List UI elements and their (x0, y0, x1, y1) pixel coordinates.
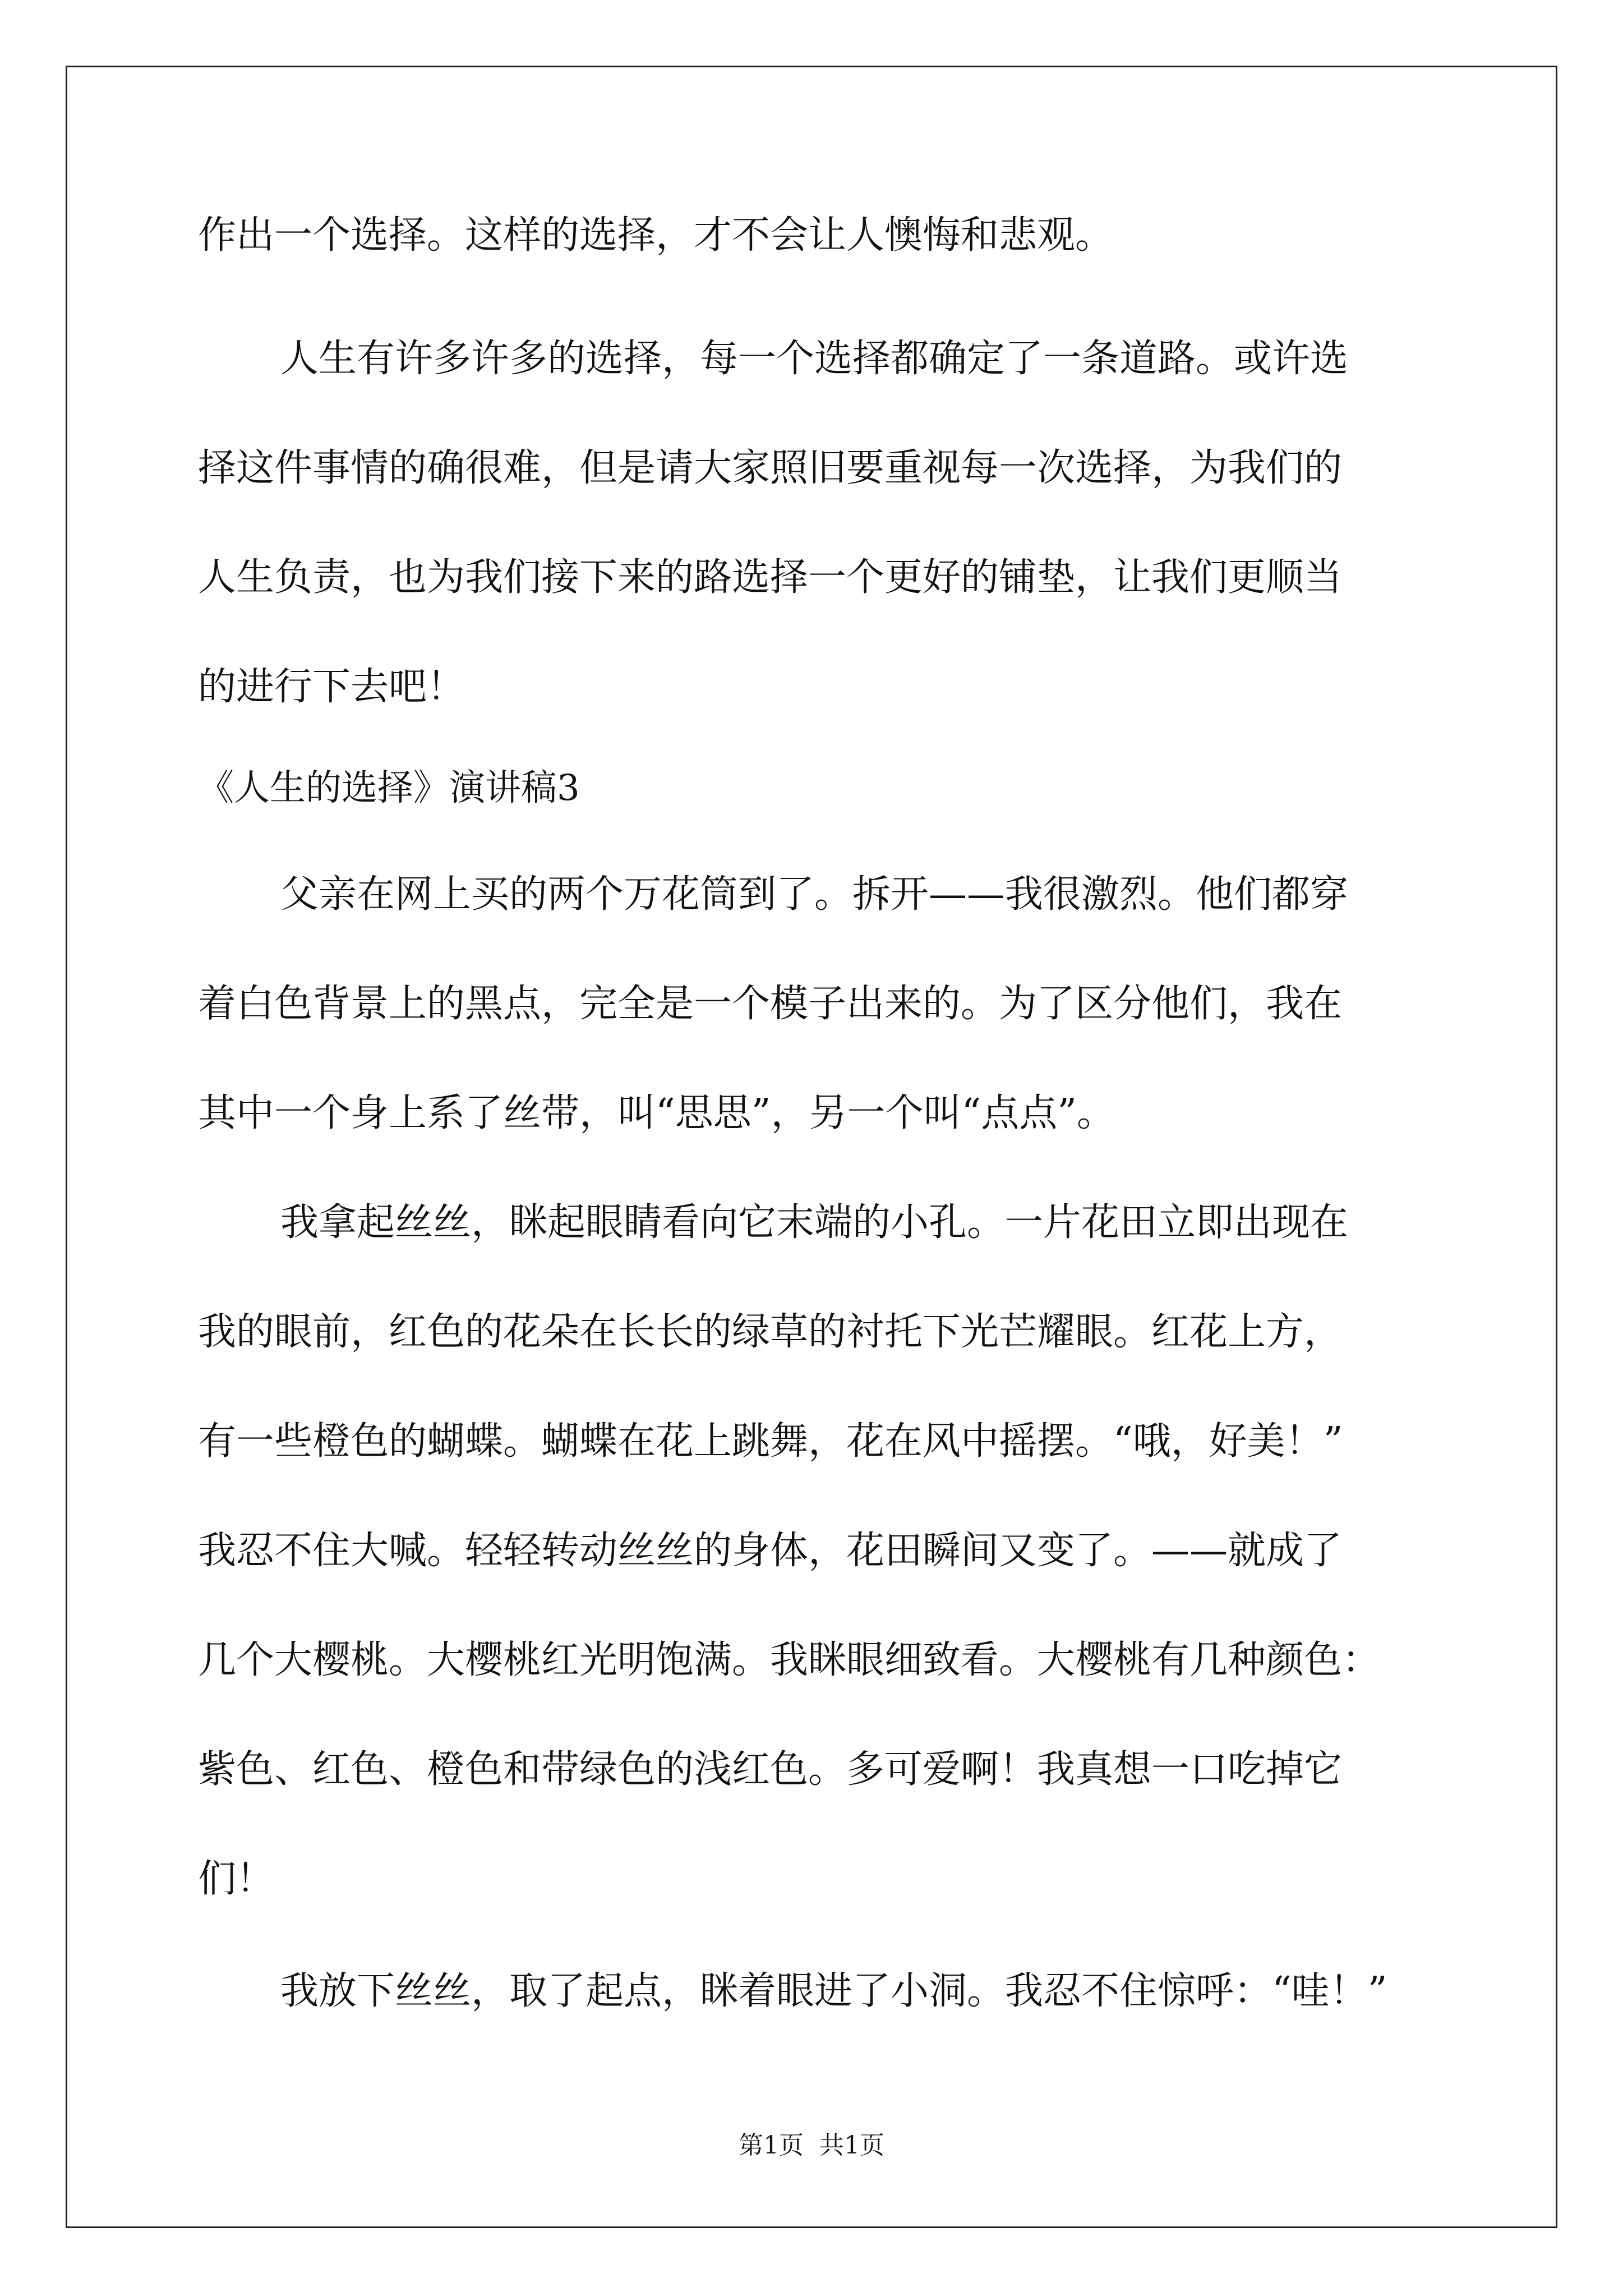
paragraph-line: 我忍不住大喊。轻轻转动丝丝的身体，花田瞬间又变了。——就成了 (198, 1529, 1343, 1573)
paragraph-line: 人生有许多许多的选择，每一个选择都确定了一条道路。或许选 (280, 337, 1349, 381)
paragraph-line: 父亲在网上买的两个万花筒到了。拆开——我很激烈。他们都穿 (280, 872, 1349, 917)
paragraph-line: 紫色、红色、橙色和带绿色的浅红色。多可爱啊！我真想一口吃掉它 (198, 1747, 1343, 1792)
page-number: 第1页 (739, 2131, 804, 2160)
paragraph-line: 我的眼前，红色的花朵在长长的绿草的衬托下光芒耀眼。红花上方， (198, 1310, 1343, 1354)
page-frame (66, 66, 1557, 2228)
page-total: 共1页 (819, 2131, 884, 2160)
paragraph-line: 作出一个选择。这样的选择，才不会让人懊悔和悲观。 (198, 213, 1114, 257)
paragraph-line: 人生负责，也为我们接下来的路选择一个更好的铺垫，让我们更顺当 (198, 555, 1343, 600)
paragraph-line: 几个大樱桃。大樱桃红光明饱满。我眯眼细致看。大樱桃有几种颜色： (198, 1638, 1381, 1682)
paragraph-line: 着白色背景上的黑点，完全是一个模子出来的。为了区分他们，我在 (198, 982, 1343, 1026)
paragraph-line: 我放下丝丝，取了起点，眯着眼进了小洞。我忍不住惊呼：“哇！” (280, 1969, 1387, 2013)
paragraph-line: 的进行下去吧！ (198, 665, 465, 709)
paragraph-line: 我拿起丝丝，眯起眼睛看向它末端的小孔。一片花田立即出现在 (280, 1200, 1349, 1245)
paragraph-line: 有一些橙色的蝴蝶。蝴蝶在花上跳舞，花在风中摇摆。“哦，好美！” (198, 1419, 1343, 1464)
section-heading: 《人生的选择》演讲稿3 (198, 767, 580, 809)
paragraph-line: 们！ (198, 1857, 275, 1901)
page-footer (0, 2129, 1623, 2162)
paragraph-line: 择这件事情的确很难，但是请大家照旧要重视每一次选择，为我们的 (198, 446, 1343, 490)
paragraph-line: 其中一个身上系了丝带，叫“思思”，另一个叫“点点”。 (198, 1091, 1115, 1135)
